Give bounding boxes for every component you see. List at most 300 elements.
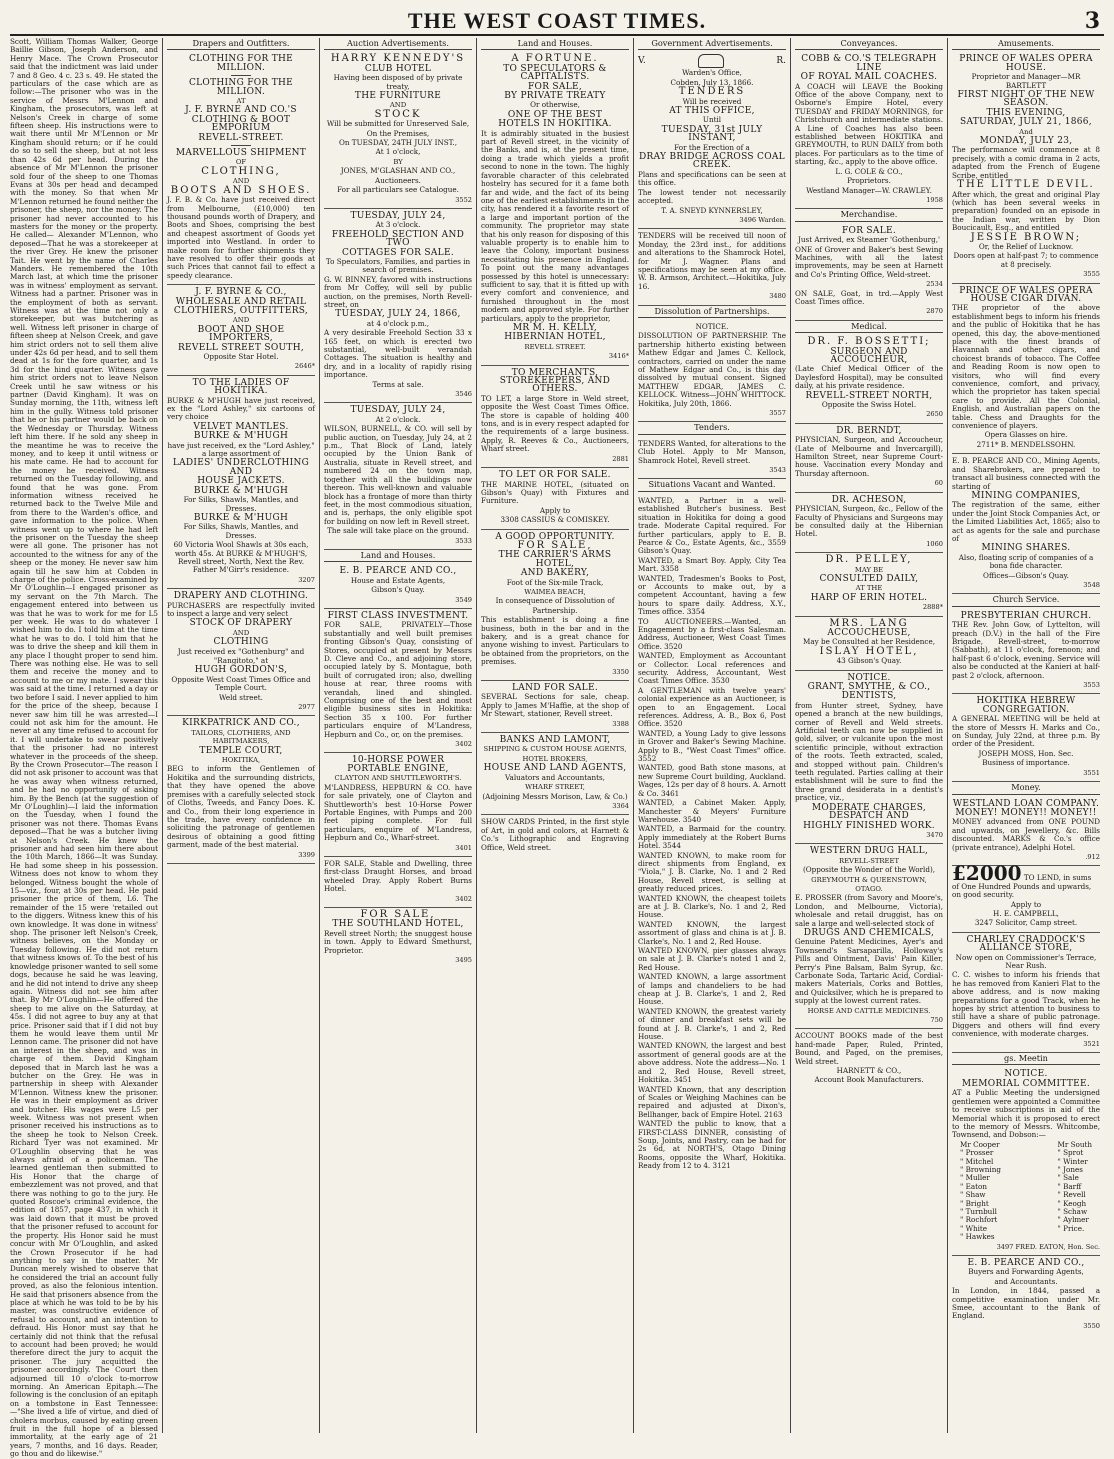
ad-line: AND: [389, 101, 407, 110]
ad-number: 3416*: [608, 352, 629, 361]
wanted-item: WANTED KNOWN, pier glasses always on sale at J. B. Clarke's noted 1 and 2, Red House.: [638, 946, 786, 972]
royal-coat-of-arms: [638, 54, 786, 68]
ad-headline: TO THE LADIES OF HOKITIKA.: [192, 377, 290, 397]
committee-name: " Schaw: [1057, 1206, 1088, 1216]
ad-line: at 4 o'clock p.m.,: [366, 318, 430, 328]
ad-line: HORSE AND CATTLE MEDICINES.: [807, 1006, 931, 1015]
column-6: [790, 38, 947, 1433]
committee-name: " Jones: [1057, 1164, 1083, 1174]
ad-line: AND: [232, 628, 250, 637]
committee-name: " White: [960, 1223, 988, 1233]
column-1: [10, 37, 162, 1459]
ad-line: In consequence of Dissolution of: [495, 596, 615, 606]
ad-body: After which, the great and original Play (which has been several weeks in preparation) founded on an episode in the Indian war, written by Dion Boucicault, Esq., and entitled: [952, 189, 1100, 233]
ad-line: HARP OF ERIN HOTEL.: [810, 592, 928, 603]
ad-number: 3549: [455, 595, 472, 604]
ad-line: SHIPPING & CUSTOM HOUSE AGENTS,: [483, 745, 627, 754]
ad-line: GRANT, SMYTHE, & CO.,: [807, 682, 931, 692]
ad-line: MARVELLOUS SHIPMENT: [175, 148, 307, 159]
ad-line: HOTELS IN HOKITIKA.: [498, 119, 612, 130]
ad-line: CONSULTED DAILY,: [819, 573, 919, 584]
ad-dissolution-partnership: [638, 320, 786, 422]
column-2: [162, 38, 319, 1433]
ad-body: E. PROSSER (from Savory and Moore's, London, and Melbourne, Victoria), wholesale and retail druggist, has on sale a large and well-selected stock of: [795, 893, 943, 928]
ad-line: GREYMOUTH & QUEENSTOWN,: [811, 875, 927, 884]
ad-show-cards: [481, 815, 629, 856]
ad-line: MONEY! MONEY!! MONEY!!: [955, 807, 1097, 818]
wanted-item: WANTED KNOWN, the largest and best assortment of general goods are at the above address. Note the address—No. 1 and 2, Red House, Revell street, Hokitika. 3451: [638, 1041, 786, 1085]
ad-hebrew-congregation: [952, 694, 1100, 782]
ad-body: BEG to inform the Gentlemen of Hokitika and the surrounding districts, that they have opened the above premises with a carefully selected stock of Cloths, Tweeds, and Fancy Does. K. and Co., from their long experience in the trade, have every confidence in soliciting the patronage of gentlemen desirous of obtaining a good fitting garment, made of the best material.: [167, 764, 315, 850]
ad-number: 3402: [455, 740, 472, 749]
committee-name: " Eaton: [960, 1181, 987, 1191]
ad-byrne-wholesale: [167, 285, 315, 376]
column-3: [319, 38, 476, 1433]
section-header-dissolution: Dissolution of Partnerships.: [638, 306, 786, 318]
ad-byrne-clothing: [167, 52, 315, 285]
ad-line: THE CARRIER'S ARMS HOTEL,: [498, 550, 612, 569]
ad-line: Valuators and Accountants,: [505, 772, 605, 782]
ad-line: MR M. H. KELLY,: [512, 323, 598, 333]
ad-line: PRINCE OF WALES OPERA HOUSE CIGAR DIVAN.: [959, 285, 1093, 304]
ad-body: Proprietor and Manager—MR BARTLETT: [971, 72, 1081, 90]
ad-line: FIRST NIGHT OF THE NEW SEASON.: [957, 90, 1095, 109]
ad-line: TUESDAY, JULY 24,: [350, 210, 446, 221]
section-header-tenders: Tenders.: [638, 422, 786, 434]
ad-headline: NOTICE.: [847, 672, 891, 683]
ad-line: BY: [393, 157, 403, 166]
ad-mrs-lang: [795, 617, 943, 671]
committee-name: " Revell: [1057, 1190, 1086, 1200]
section-header-medical: Medical.: [795, 321, 943, 333]
ad-number: 3496: [739, 215, 757, 224]
ad-sewing-machine: [795, 224, 943, 321]
ad-number: 3402: [455, 894, 472, 903]
ad-number: 2888*: [922, 603, 943, 612]
ad-line: AND: [232, 316, 250, 325]
ad-body: M'LANDRESS, HEPBURN & CO. have for sale privately, one of Clayton and Shuttleworth's best 10-Horse Power Portable Engines, with Pumps and 200 feet piping complete. For full particulars, enquire of M'Landress, Hepburn and Co., Wharf-street.: [324, 782, 472, 843]
ad-body: SEVERAL Sections for sale, cheap. Apply to James M'Haffie, at the shop of Mr Stewart, stationer, Revell street.: [481, 692, 629, 719]
ad-line: DR. PELLEY,: [825, 554, 913, 566]
ad-body: AT a Public Meeting the undersigned gentlemen were appointed a Committee to receive subscriptions in aid of the Memorial which it is proposed to erect to the memory of Messrs. Whitcombe, Townsend, and Dobson:—: [952, 1088, 1100, 1140]
ad-kirkpatrick: [167, 716, 315, 864]
ad-line: Or, the Relief of Lucknow.: [978, 241, 1074, 251]
ad-line: BURKE & M'HUGH: [193, 512, 289, 523]
ad-line: Warden's Office,: [682, 68, 742, 78]
wanted-item: WANTED Known, that any description of Scales or Weighing Machines can be repaired and adjusted at Dixon's, Bellhanger, back of Empire Hotel. 2163: [638, 1084, 786, 1119]
ad-body: Auctioneers.: [375, 175, 421, 185]
section-header-money: Money.: [952, 782, 1100, 794]
ad-body: 3308 CASSIUS & COMISKEY.: [500, 515, 610, 525]
ad-body: Weld street.: [219, 692, 263, 702]
ad-line: STOCK: [374, 108, 422, 120]
ad-body: G. W. BINNEY, favored with instructions from Mr Coffey, will sell by public auction, on the premises, North Revell-street, on: [324, 274, 472, 309]
ad-craddock-store: [952, 933, 1100, 1053]
wanted-item: WANTED, a Cabinet Maker. Apply, Manchester & Meyers' Furniture Warehouse. 3540: [638, 798, 786, 824]
ad-line: CLAYTON AND SHUTTLEWORTH'S.: [334, 774, 462, 783]
ad-number: 3557: [769, 409, 786, 418]
ad-body: In London, in 1844, passed a competitive examination under Mr. Smee, accountant to the Bank of England.: [952, 1286, 1100, 1321]
ad-body: DISSOLUTION OF PARTNERSHIP. The partnership hitherto existing between Mathew Edgar and James C. Kellock, contractors, carried on under the name of Mathew Edgar and Co., is this day dissolved by mutual consent. Signed MATTHEW EDGAR, JAMES C. KELLOCK. Witness—JOHN WHITTOCK. Hokitika, July 20th, 1866.: [638, 331, 786, 408]
ad-body: On TUESDAY, 24TH JULY INST.,: [338, 138, 457, 148]
ad-number: 2870: [926, 307, 943, 316]
ad-line: For the Erection of a: [674, 142, 750, 152]
committee-name: " Shaw: [960, 1190, 986, 1200]
ad-body: Apply to: [539, 505, 571, 515]
ad-body: Apply to: [1010, 899, 1042, 909]
committee-name: " Hawkes: [960, 1232, 995, 1242]
ad-number: 3552: [455, 195, 472, 204]
wanted-item: WANTED KNOWN, the largest assortment of glass and china is at J. B. Clarke's, No. 1 and 2, Red House.: [638, 919, 786, 946]
ad-line: DR. BERNDT,: [836, 425, 902, 436]
ad-line: THE LITTLE DEVIL.: [957, 179, 1095, 191]
ad-headline: TO MERCHANTS, STOREKEEPERS, AND OTHERS.: [499, 367, 611, 395]
ad-body: ON SALE, Goat, in trd.—Apply West Coast Times office.: [795, 288, 943, 306]
ad-body: 2711* B. MENDELSSOHN.: [976, 439, 1076, 449]
ad-burke-mhugh: [167, 376, 315, 589]
ad-number: 2646*: [294, 362, 315, 371]
ad-body: At 1 o'clock,: [375, 147, 421, 157]
ad-line: DR. F. BOSSETTI;: [807, 336, 931, 348]
ad-line: T. A. SNEYD KYNNERSLEY,: [661, 205, 763, 215]
ad-pearce-forwarding: [952, 1256, 1100, 1334]
ad-line: TEMPLE COURT,: [199, 745, 283, 756]
ad-number: 1060: [926, 539, 943, 548]
ad-body: A very desirable Freehold Section 33 x 165 feet, on which is erected two substantial, well-built verandah Cottages. The situation is healthy and dry, and in a locality of rapidly rising importance.: [324, 328, 472, 380]
ad-body: ONE of Grover and Baker's best Sewing Machines, with all the latest improvements, may be seen at Harnett and Co's Printing Office, Weld-street.: [795, 244, 943, 279]
ad-line: CLOTHING FOR THE MILLION.: [188, 78, 294, 97]
committee-name: " Prosser: [960, 1148, 994, 1158]
ad-line: HOTEL BROKERS,: [522, 754, 588, 763]
ad-body: PHYSICIAN, Surgeon, &c., Fellow of the Faculty of Physicians and Surgeons may be consulted daily at the Hibernian Hotel.: [795, 504, 943, 539]
ad-marine-hotel: [481, 468, 629, 529]
ad-southland-hotel: [324, 908, 472, 968]
ad-body: "Rangitoto," at: [213, 656, 269, 665]
ad-line: (Opposite the Wonder of the World),: [802, 865, 936, 875]
section-header-conveyances: Conveyances.: [795, 38, 943, 50]
ad-cobb-coaches: [795, 52, 943, 209]
ad-number: 3533: [455, 536, 472, 545]
wanted-item: WANTED, Employment as Accountant or Collector. Local references and security. Address, Accountant, West Coast Times Office. 3530: [638, 651, 786, 686]
coat-letter: V.: [638, 56, 646, 67]
ad-number: 3399: [298, 850, 315, 859]
ad-memorial-committee: [952, 1067, 1100, 1256]
ad-line: OF ROYAL MAIL COACHES.: [800, 72, 938, 83]
ad-club-hotel: [324, 52, 472, 209]
committee-name: " Aylmer: [1057, 1215, 1089, 1225]
ad-line: REVELL STREET.: [524, 342, 586, 351]
committee-name: " Price.: [1057, 1223, 1085, 1233]
ad-line: THE FURNITURE: [354, 91, 442, 102]
ad-line: And: [1019, 127, 1033, 136]
ad-number: 3550: [1083, 1321, 1100, 1330]
ad-number: 3495: [455, 956, 472, 964]
ad-body: H. E. CAMPBELL,: [993, 908, 1059, 918]
committee-names-left: [960, 1141, 1001, 1242]
ad-line: J. F. BYRNE AND CO.'S: [185, 105, 297, 116]
coat-letter: R.: [776, 56, 786, 67]
ad-line: LADIES' UNDERCLOTHING AND: [172, 458, 310, 477]
section-header-drapers: Drapers and Outfitters.: [167, 38, 315, 50]
ad-line: CLOTHING,: [201, 165, 281, 177]
ad-line: HIGHLY FINISHED WORK.: [803, 820, 935, 831]
ad-line: WESTLAND LOAN COMPANY.: [952, 798, 1100, 809]
ad-line: SATURDAY, JULY 21, 1866,: [960, 117, 1092, 128]
ad-line: and Accountants.: [994, 1276, 1058, 1286]
ad-presbyterian-church: [952, 609, 1100, 695]
section-header-amusements: Amusements.: [952, 38, 1100, 50]
ad-line: Proprietors.: [847, 176, 891, 186]
ad-body: TENDERS will be received till noon of Monday, the 23rd inst., for additions and alterations to the Shamrock Hotel, for Mr J. Wagner. Plans and specifications may be seen at my office. W. B. Armson, Architect.—Hokitika, July 16.: [638, 231, 786, 291]
ad-body: PURCHASERS are respectfully invited to inspect a large and very select: [167, 600, 315, 618]
columns: [10, 37, 1104, 1459]
ad-line: CLOTHING FOR THE MILLION.: [188, 54, 294, 73]
ad-hotel-fortune: [481, 52, 629, 365]
ad-body: Opposite West Coast Times Office and Temple Court.: [171, 674, 311, 693]
ad-line: FOR SALE,: [517, 539, 593, 551]
ad-2000-to-lend: [952, 861, 1100, 932]
ad-binney-freehold: [324, 209, 472, 404]
section-header-auction: Auction Advertisements.: [324, 38, 472, 50]
ad-body: Genuine Patent Medicines, Ayer's and Townsend's Sarsaparilla, Holloway's Pills and Ointment, Davis' Pain Killer, Perry's Pine Balsam, Balm Syrup, &c. Carbonate Soda, Tartaric Acid, Cordial-makers Materials, Corks and Bottles, and Quicksilver, which he is prepared to supply at the lowest current rates.: [795, 937, 943, 1006]
ad-line: Opposite Star Hotel.: [203, 352, 279, 361]
ad-body: WILSON, BURNELL, & CO. will sell by public auction, on Tuesday, July 24, at 2 p.m., That Block of Land, lately occupied by the Union Bank of Australia, situate in Revell street, and numbered 24 on the town map, together with all the buildings now thereon. This well-known and valuable block has a frontage of more than thirty feet, in the most commodious situation, and is, perhaps, the only eligible spot for building on now left in Revell street.: [324, 424, 472, 526]
ad-line: PRESBYTERIAN CHURCH.: [960, 610, 1092, 621]
committee-name: " Browning: [960, 1164, 1001, 1174]
ad-line: Warden.: [758, 215, 786, 224]
ad-number: 3555: [1083, 270, 1100, 279]
ad-body: 43 Gibson's Quay.: [836, 656, 902, 666]
ad-line: BANKS AND LAMONT,: [499, 735, 611, 746]
ad-body: MONEY advanced from ONE POUND and upwards, on Jewellery, &c. Bills discounted. MARKS & Co.'s office (private entrance), Adelphi Hotel.: [952, 817, 1100, 852]
ad-line: HOUSE JACKETS.: [197, 476, 285, 487]
ad-body: The registration of the same, either under the Joint Stock Companies Act, or the Limited Liabilities Act, 1865; also to act as agents for the sale and purchase of: [952, 500, 1100, 543]
newspaper-title: THE WEST COAST TIMES.: [407, 8, 707, 33]
ad-body: Doors open at half-past 7; to commence at 8 precisely.: [953, 251, 1099, 269]
ad-line: REVELL-STREET.: [198, 132, 284, 143]
ad-line: REVELL-STREET NORTH,: [805, 390, 933, 401]
ad-headline: FIRST CLASS INVESTMENT.: [327, 610, 469, 621]
ad-number: 1958: [926, 195, 943, 204]
ad-line: NOTICE.: [1004, 1069, 1048, 1080]
wanted-item: WANTED KNOWN, to make room for direct shipments from England, ex "Viola," J. B. Clarke, No. 1 and 2 Red House, Revell street, is selling at greatly reduced prices.: [638, 850, 786, 894]
ad-line: CLOTHING & BOOT EMPORIUM: [191, 114, 291, 134]
ad-line: WAIMEA BEACH,: [524, 587, 586, 596]
ad-westland-loan: [952, 797, 1100, 867]
ad-line: TAILORS, CLOTHIERS, AND HABITMAKERS,: [191, 728, 291, 746]
ad-line: MINING COMPANIES,: [971, 490, 1081, 501]
wanted-item: TO AUCTIONEERS.—Wanted, an Engagement by a first-class Salesman. Address, Auctioneer, West Coast Times Office. 3520: [638, 616, 786, 651]
ad-number-line: [638, 216, 786, 224]
ad-body: Just Arrived, ex Steamer 'Gothenburg,': [798, 235, 940, 245]
ad-stable-dwelling: [324, 857, 472, 908]
ad-line: E. B. PEARCE AND CO.,: [967, 1258, 1085, 1268]
ad-dr-berndt: [795, 424, 943, 493]
ad-line: CHARLEY CRADDOCK'S ALLIANCE STORE,: [966, 934, 1086, 954]
wanted-item: WANTED the public to know, that a FIRST-CLASS DINNER, consisting of Soup, Joints, and Pastry, can be had for 2s 6d, at NORTH'S, Otago Dining Rooms, opposite the Wharf, Hokitika. Ready from 12 to 4. 3121: [638, 1119, 786, 1171]
column-7: [947, 38, 1104, 1433]
ad-hugh-gordon: [167, 589, 315, 716]
ad-pearce-mining: [952, 454, 1100, 594]
ad-line: ISLAY HOTEL,: [819, 645, 919, 657]
section-header-land-houses: Land and Houses.: [481, 38, 629, 50]
ad-body: THE proprietor of the above establishment begs to inform his friends and the public of Hokitika that he has opened, this day, the above-mentioned place with the finest brands of Havannah and other cigars, and choicest brands of tobacco. The Coffee and Reading Room is now open to visitors, who will find every convenience, comfort, and privacy, which the proprietor has taken special care to provide. All the Colonial, English, and Australian papers on the table. Chess and Draughts for the convenience of players.: [952, 303, 1100, 431]
column-4: [476, 38, 633, 1433]
ad-body: from Hunter street, Sydney, have opened a branch at the new buildings, corner of Revell and Weld streets. Artificial teeth can now be supplied in gold, silver, or vulcanite upon the most scientific principle, without extraction of the roots. Teeth extracted, scaled, and stopped without pain. Children's teeth regulated. Parties calling at their establishment will be sure to find the three grand desiderata in a dentist's practice, viz.,: [795, 700, 943, 803]
ad-headline: 10-HORSE POWER PORTABLE ENGINE,: [347, 755, 449, 774]
ad-body: FOR SALE, Stable and Dwelling, three first-class Draught Horses, and broad wheeled Dray. Apply Robert Burns Hotel.: [324, 858, 472, 894]
ad-number: 2977: [298, 703, 315, 712]
ad-wardens-tender: [638, 52, 786, 229]
ad-line: CLOTHING: [213, 637, 269, 648]
ad-line: FOR SALE,: [360, 908, 436, 920]
committee-name: " Bright: [960, 1198, 989, 1208]
ad-body: JONES, M'GLASHAN AND CO.,: [340, 166, 456, 176]
ad-line: JESSIE BROWN;: [970, 231, 1082, 243]
ad-body: For all particulars see Catalogue.: [337, 185, 459, 195]
ad-body: TO LEND, in sums of One Hundred Pounds and upwards, on good security.: [952, 873, 1092, 900]
ad-line: THE SOUTHLAND HOTEL,: [332, 919, 464, 930]
wanted-item: WANTED KNOWN, the greatest variety of dinner and breakfast sets will be found at J. B. Clarke's, 1 and 2, Red House.: [638, 1006, 786, 1042]
ad-line: FREEHOLD SECTION AND TWO: [331, 229, 465, 249]
ad-body: Opposite the Swiss Hotel.: [821, 400, 917, 410]
ad-number: 3521: [1083, 1039, 1100, 1048]
wanted-item: WANTED, a Barmaid for the country. Apply immediately at the Robert Burns Hotel. 3544: [638, 824, 786, 851]
wanted-item: WANTED KNOWN, the cheapest toilets are at J. B. Clarke's, No. 1 and 2, Red House.: [638, 893, 786, 920]
ad-number: 3207: [298, 575, 315, 584]
ad-line: BURKE & M'HUGH: [193, 431, 289, 442]
ad-number: 3551: [1083, 768, 1100, 777]
ad-line: Partnership.: [532, 605, 578, 615]
ad-body: This establishment is doing a fine business, both in the bar and in the bakery, and is a great chance for anyone wishing to invest. Particulars to be obtained from the proprietors, on the premises.: [481, 615, 629, 667]
ad-line: MRS. LANG: [829, 617, 909, 629]
ad-body: May be Consulted at her Residence,: [803, 637, 935, 647]
ad-line: SURGEON AND ACCOUCHEUR,: [830, 346, 908, 365]
ad-line: Buyers and Forwarding Agents,: [968, 1267, 1084, 1277]
committee-names-right: [1058, 1141, 1092, 1242]
ad-line: MAY BE: [854, 565, 884, 574]
ad-line: L. G. COLE & CO.,: [835, 166, 903, 176]
ad-body: TENDERS Wanted, for alterations to the Club Hotel. Apply to Mr Manson, Shamrock Hotel, Revell street.: [638, 438, 786, 465]
ad-line: REVELL STREET SOUTH,: [177, 342, 305, 353]
ad-line: Or otherwise,: [530, 100, 580, 110]
ad-line: DRUGS AND CHEMICALS,: [803, 927, 935, 938]
ad-body: JOSEPH MOSS, Hon. Sec.: [978, 748, 1074, 758]
ad-cigar-divan: [952, 284, 1100, 455]
ad-body: J. F. B. & Co. have just received direct from Melbourne, (£10,000) ten thousand pounds worth of Drapery, and Boots and Shoes, comprising the best and cheapest assortment of Goods yet imported into Westland. In order to make room for further shipments they have resolved to offer their goods at such Prices that cannot fail to effect a speedy clearance.: [167, 195, 315, 280]
ad-body: C. C. wishes to inform his friends that he has removed from Kanieri Flat to the above address, and is now making preparations for a good Track, when he hopes by strict attention to business to still have a share of public patronage. Diggers and others will find every convenience, with moderate charges.: [952, 970, 1100, 1039]
ad-line: Account Book Manufacturers.: [814, 1075, 924, 1085]
ad-number: 3548: [1083, 580, 1100, 589]
ad-line: CLUB HOTEL: [364, 63, 432, 74]
ad-line: AT: [236, 97, 246, 106]
ad-line: MONDAY, JULY 23,: [979, 136, 1073, 147]
ad-body: THE Rev. John Gow, of Lyttelton, will preach (D.V.) in the hall of the Fire Brigade, Revell-street, to-morrow (Sabbath), at 11 o'clock, forenoon; and half-past 6 o'clock, evening. Service will also be conducted at the Kanieri at half-past 2 o'clock, afternoon.: [952, 620, 1100, 680]
ad-number: 3401: [455, 843, 472, 852]
ad-line: COBB & CO.'S TELEGRAPH LINE: [801, 54, 937, 73]
ad-body: Plans and specifications can be seen at this office.: [638, 169, 786, 188]
ad-line: Gibson's Quay.: [371, 585, 425, 595]
ad-line: TUESDAY, JULY 24,: [350, 405, 446, 416]
ad-line: Will be received: [682, 96, 742, 106]
ad-line: HARRY KENNEDY'S: [330, 53, 466, 65]
ad-opera-house: [952, 52, 1100, 283]
committee-name: " Rochfort: [960, 1215, 998, 1225]
ad-number: 2650: [926, 410, 943, 419]
committee-name: " Mitchel: [960, 1156, 994, 1166]
wanted-item: A GENTLEMAN with twelve years' colonial experience as an Auctioneer, is open to an Engagement. Local references. Address, A. B., Box 6, Post Office. 3520: [638, 685, 786, 729]
ad-line: At 2 o'clock.: [375, 414, 421, 424]
crown-crest-icon: [698, 54, 724, 68]
ad-wilson-burnell: [324, 403, 472, 550]
ad-body: It is admirably situated in the busiest part of Revell street, in the vicinity of the Banks, and is, at the present time, doing a trade which yields a profit second to none in the town. The highly favorable character of this celebrated hostelry has secured for it a fame both far and wide, and the fact of its being one of the earliest establishments in the city, has rendered it a favorite resort of a large and important portion of the community. The proprietor may state that his only reason for disposing of this valuable property is to enable him to leave the Colony, important business necessitating his presence in England. To point out the many advantages possessed by this hotel is unnecessary: sufficient to say, that it is fitted up with every comfort and convenience, and furnished throughout in the most modern and approved style. For further particulars, apply to the proprietor,: [481, 128, 629, 323]
ad-body: THE MARINE HOTEL, (situated on Gibson's Quay) with Fixtures and Furniture.: [481, 479, 629, 506]
ad-number: 750: [930, 1016, 943, 1025]
ad-line: DRAY BRIDGE ACROSS COAL CREEK.: [639, 152, 785, 171]
ad-account-books: [795, 1029, 943, 1088]
wanted-item: WANTED KNOWN, a large assortment of lamps and chandeliers to be had cheap at J. B. Clarke's, 1 and 2, Red House.: [638, 972, 786, 1007]
ad-headline: A GOOD OPPORTUNITY.: [495, 531, 615, 542]
committee-name: " Keogh: [1057, 1198, 1087, 1208]
committee-name: " Winter: [1057, 1156, 1088, 1166]
ad-line: HOKITIKA HEBREW CONGREGATION.: [976, 696, 1076, 715]
ad-line: ACCOUCHEUSE,: [827, 627, 911, 638]
ad-body: (Late Chief Medical Officer of the Daylesford Hospital), may be consulted daily, at his private residence.: [795, 364, 943, 391]
ad-line: PRINCE OF WALES OPERA HOUSE.: [959, 54, 1093, 73]
ad-line: NOTICE.: [695, 321, 729, 331]
ad-body: Westland Manager—W. CRAWLEY.: [806, 185, 932, 195]
ad-line: REVELL-STREET: [838, 856, 900, 865]
ad-number: 2534: [926, 280, 943, 289]
ad-line: ONE OF THE BEST: [507, 109, 603, 120]
ad-line: At 3 o'clock.: [375, 220, 421, 230]
ad-line: WHARF STREET,: [525, 783, 585, 792]
ad-body: Having been disposed of by private treaty,: [333, 73, 463, 91]
committee-name: " Sprot: [1057, 1148, 1084, 1158]
ad-body: 60 Victoria Wool Shawls at 30s each, worth 45s. At BURKE & M'HUGH'S, Revell street, North, Next the Rev. Father M'Girr's residence.: [173, 540, 309, 575]
ad-body: A GENERAL MEETING will be held at the store of Messrs H. Marks and Co., on Sunday, July 22nd, at three p.m. By order of the President.: [952, 714, 1100, 749]
ad-line: BOOT AND SHOE IMPORTERS,: [197, 324, 285, 344]
wanted-item: WANTED, a Young Lady to give lessons in Grover and Baker's Sewing Machine. Apply to B., "West Coast Times" office. 3552: [638, 728, 786, 764]
ad-first-class-investment: [324, 609, 472, 754]
ad-body: FOR SALE, PRIVATELY—Those substantially and well built premises fronting Gibson's Quay, consisting of Stores, occupied at present by Messrs D. Cleve and Co., and adjoining store, occupied lately by S. Montague, both built of corrugated iron; also, dwelling house at rear, three rooms with verandah, lined and shingled. Comprising one of the best and most eligible business sites in Hokitika: Section 35 x 100. For further particulars enquire of M'Landress, Hepburn and Co., or, on the premises.: [324, 620, 472, 739]
wanted-item: WANTED, Tradesmen's Books to Post, or Accounts to make out, by a competent Accountant, having a few hours to spare daily. Address, X.Y., Times office. 3354: [638, 573, 786, 617]
ad-line: DR. ACHESON,: [831, 494, 907, 505]
ad-line: WHOLESALE AND RETAIL: [175, 296, 307, 307]
ad-body: The sale will take place on the ground.: [327, 526, 469, 536]
ad-line: (Adjoining Messrs Morison, Law, & Co.): [482, 791, 628, 801]
ad-line: MODERATE CHARGES, DESPATCH AND: [811, 802, 927, 822]
committee-name: " Muller: [960, 1173, 990, 1183]
ad-body: Now open on Commissioner's Terrace, Near Rush.: [955, 952, 1097, 970]
masthead: [10, 4, 1104, 36]
ad-dr-bossetti: [795, 335, 943, 424]
ad-line: OF: [235, 158, 247, 167]
ad-line: STOCK OF DRAPERY: [189, 618, 293, 629]
column-5: [633, 38, 790, 1433]
ad-number: 3388: [612, 719, 629, 728]
divider: [231, 75, 251, 76]
ad-line: DENTISTS,: [841, 691, 897, 702]
ad-body: Revell street North; the snuggest house in town. Apply to Edward Smethurst, Proprietor.: [324, 928, 472, 955]
ad-line: MEMORIAL COMMITTEE.: [961, 1078, 1091, 1089]
ad-body: TO LET, a large Store in Weld street, opposite the West Coast Times Office. The store is capable of holding 400 tons, and is in every respect adapted for the requirements of a large business. Apply, R. Reeves & Co., Auctioneers, Wharf street.: [481, 393, 629, 454]
ad-body: For Silks, Shawls, Mantles, and Dresses.: [183, 495, 299, 513]
section-header-merchandise: Merchandise.: [795, 209, 943, 221]
ad-number: 3497 FRED. EATON, Hon. Sec.: [996, 1242, 1100, 1251]
loan-amount: £2000: [952, 861, 1022, 886]
ad-line: OTAGO.: [855, 884, 883, 893]
